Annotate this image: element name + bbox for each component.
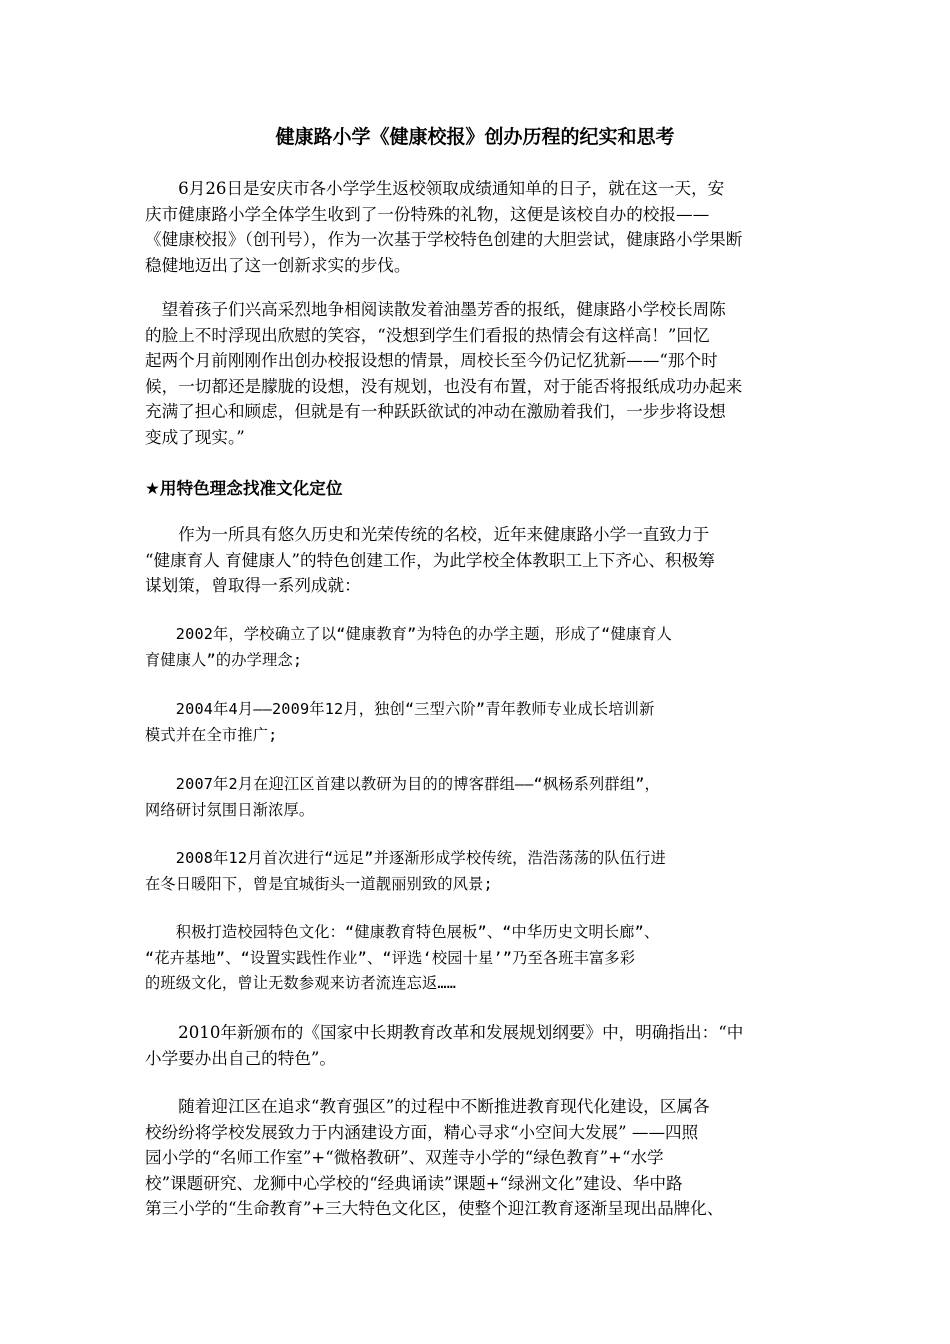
text-line: 庆市健康路小学全体学生收到了一份特殊的礼物，这便是该校自办的校报—— [145, 204, 710, 224]
text-line: 2007年2月在迎江区首建以教研为目的的博客群组——“枫杨系列群组”， [145, 775, 660, 793]
paragraph-6 [145, 772, 810, 823]
text-line: 在冬日暖阳下，曾是宜城街头一道靓丽别致的风景; [145, 874, 493, 893]
text-line: 2008年12月首次进行“远足”并逐渐形成学校传统，浩浩荡荡的队伍行进 [145, 849, 666, 867]
paragraph-1 [145, 176, 810, 278]
text-line: 第三小学的“生命教育”+三大特色文化区，使整个迎江教育逐渐呈现出品牌化、 [145, 1199, 724, 1218]
text-line: 6月26日是安庆市各小学学生返校领取成绩通知单的日子，就在这一天，安 [145, 179, 725, 198]
text-line: 网络研讨氛围日渐浓厚。 [145, 800, 315, 819]
paragraph-7 [145, 846, 810, 897]
text-line: 作为一所具有悠久历史和光荣传统的名校，近年来健康路小学一直致力于 [145, 525, 710, 544]
section-heading: ★用特色理念找准文化定位 [145, 479, 343, 498]
text-line: 谋划策，曾取得一系列成就： [145, 576, 361, 595]
text-line: 《健康校报》（创刊号），作为一次基于学校特色创建的大胆尝试，健康路小学果断 [145, 230, 743, 249]
paragraph-4 [145, 622, 810, 673]
text-line: 2004年4月——2009年12月，独创“三型六阶”青年教师专业成长培训新 [145, 700, 655, 718]
text-line: 2002年，学校确立了以“健康教育”为特色的办学主题，形成了“健康育人 [145, 625, 673, 643]
text-line: 变成了现实。” [145, 427, 245, 447]
text-line: 模式并在全市推广; [145, 725, 278, 744]
text-line: 育健康人”的办学理念; [145, 650, 303, 669]
text-line: 候，一切都还是朦胧的设想，没有规划，也没有布置，对于能否将报纸成功办起来 [145, 376, 743, 396]
text-line: 积极打造校园特色文化：“健康教育特色展板”、“中华历史文明长廊”、 [145, 923, 660, 941]
text-line: 2010年新颁布的《国家中长期教育改革和发展规划纲要》中，明确指出：“中 [145, 1023, 744, 1042]
paragraph-2 [145, 297, 810, 450]
text-line: 望着孩子们兴高采烈地争相阅读散发着油墨芳香的报纸，健康路小学校长周陈 [145, 300, 726, 319]
document-title: 健康路小学《健康校报》创办历程的纪实和思考 [275, 126, 675, 148]
text-line: 稳健地迈出了这一创新求实的步伐。 [145, 255, 411, 275]
text-line: “花卉基地”、“设置实践性作业”、“评选‘校园十星’”乃至各班丰富多彩 [145, 948, 636, 967]
paragraph-9 [145, 1020, 810, 1071]
text-line: 校”课题研究、龙狮中心学校的“经典诵读”课题+“绿洲文化”建设、华中路 [145, 1173, 683, 1193]
text-line: 的脸上不时浮现出欣慰的笑容，“没想到学生们看报的热情会有这样高！”回忆 [145, 325, 710, 345]
paragraph-8 [145, 920, 810, 997]
text-line: 园小学的“名师工作室”+“微格教研”、双莲寺小学的“绿色教育”+“水学 [145, 1148, 664, 1167]
paragraph-5 [145, 697, 810, 748]
text-line: 校纷纷将学校发展致力于内涵建设方面，精心寻求“小空间大发展” ——四照 [145, 1122, 699, 1142]
text-line: 小学要办出自己的特色”。 [145, 1048, 337, 1068]
text-line: 充满了担心和顾虑，但就是有一种跃跃欲试的冲动在激励着我们，一步步将设想 [145, 402, 726, 421]
text-line: 起两个月前刚刚作出创办校报设想的情景，周校长至今仍记忆犹新——“那个时 [145, 351, 718, 370]
paragraph-10 [145, 1094, 810, 1222]
text-line: 随着迎江区在追求“教育强区”的过程中不断推进教育现代化建设，区属各 [145, 1097, 710, 1116]
text-line: 的班级文化，曾让无数参观来访者流连忘返…… [145, 974, 457, 992]
text-line: “健康育人 育健康人”的特色创建工作，为此学校全体教职工上下齐心、积极筹 [145, 550, 715, 570]
paragraph-3 [145, 522, 810, 599]
